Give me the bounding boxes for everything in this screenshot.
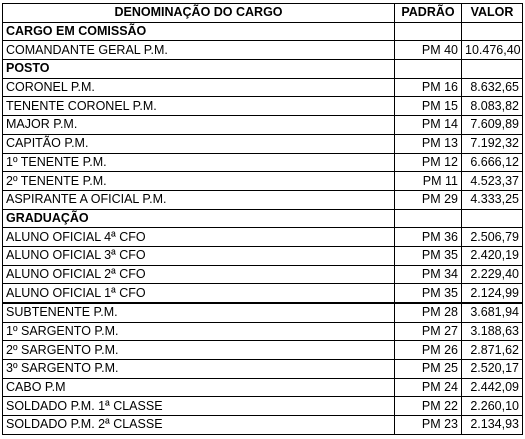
table-row [3, 41, 523, 60]
valor-cell: 2.134,93 [462, 416, 523, 435]
cargo-cell: ALUNO OFICIAL 3ª CFO [3, 246, 395, 265]
table-row [3, 246, 523, 265]
valor-cell: 2.871,62 [462, 341, 523, 360]
section-row-cargo-em-comissao [3, 22, 523, 41]
header-row [3, 4, 523, 23]
padrao-cell: PM 27 [395, 322, 462, 341]
cargo-cell: ASPIRANTE A OFICIAL P.M. [3, 190, 395, 209]
table-row [3, 265, 523, 284]
padrao-cell: PM 35 [395, 246, 462, 265]
padrao-cell: PM 16 [395, 78, 462, 97]
table-row [3, 378, 523, 397]
header-valor: VALOR [462, 4, 523, 23]
table-row [3, 116, 523, 135]
valor-cell: 2.442,09 [462, 378, 523, 397]
table-row [3, 303, 523, 322]
padrao-cell: PM 34 [395, 265, 462, 284]
cargo-cell: CAPITÃO P.M. [3, 134, 395, 153]
table-row [3, 78, 523, 97]
valor-cell: 2.506,79 [462, 228, 523, 247]
valor-cell [462, 22, 523, 41]
valor-cell: 2.420,19 [462, 246, 523, 265]
table-row [3, 190, 523, 209]
table-row [3, 341, 523, 360]
padrao-cell: PM 15 [395, 97, 462, 116]
padrao-cell: PM 26 [395, 341, 462, 360]
padrao-cell [395, 209, 462, 228]
valor-cell: 3.188,63 [462, 322, 523, 341]
cargo-cell: SOLDADO P.M. 2ª CLASSE [3, 416, 395, 435]
cargo-cell: TENENTE CORONEL P.M. [3, 97, 395, 116]
valor-cell: 3.681,94 [462, 303, 523, 322]
table-row [3, 360, 523, 379]
table-row [3, 97, 523, 116]
valor-cell: 6.666,12 [462, 153, 523, 172]
section-row-posto [3, 60, 523, 79]
valor-cell: 10.476,40 [462, 41, 523, 60]
header-denominacao: DENOMINAÇÃO DO CARGO [3, 4, 395, 23]
cargo-cell: ALUNO OFICIAL 2ª CFO [3, 265, 395, 284]
cargo-cell: GRADUAÇÃO [3, 209, 395, 228]
padrao-cell: PM 28 [395, 303, 462, 322]
table-row [3, 134, 523, 153]
table-row [3, 153, 523, 172]
cargo-cell: SUBTENENTE P.M. [3, 303, 395, 322]
table-row [3, 416, 523, 435]
cargo-cell: CARGO EM COMISSÃO [3, 22, 395, 41]
padrao-cell: PM 22 [395, 397, 462, 416]
padrao-cell [395, 60, 462, 79]
cargo-cell: MAJOR P.M. [3, 116, 395, 135]
table-row [3, 172, 523, 191]
valor-cell: 2.124,99 [462, 284, 523, 303]
valor-cell: 8.632,65 [462, 78, 523, 97]
valor-cell: 2.520,17 [462, 360, 523, 379]
valor-cell: 4.523,37 [462, 172, 523, 191]
table-row [3, 284, 523, 303]
section-row-graduacao [3, 209, 523, 228]
cargo-cell: COMANDANTE GERAL P.M. [3, 41, 395, 60]
cargo-cell: 1º TENENTE P.M. [3, 153, 395, 172]
padrao-cell: PM 29 [395, 190, 462, 209]
cargo-cell: 2º SARGENTO P.M. [3, 341, 395, 360]
valor-cell: 8.083,82 [462, 97, 523, 116]
cargo-cell: 3º SARGENTO P.M. [3, 360, 395, 379]
padrao-cell: PM 23 [395, 416, 462, 435]
valor-cell: 2.260,10 [462, 397, 523, 416]
valor-cell: 7.609,89 [462, 116, 523, 135]
cargo-cell: CABO P.M [3, 378, 395, 397]
table-row [3, 322, 523, 341]
padrao-cell: PM 14 [395, 116, 462, 135]
cargo-cell: ALUNO OFICIAL 1ª CFO [3, 284, 395, 303]
padrao-cell: PM 40 [395, 41, 462, 60]
padrao-cell: PM 12 [395, 153, 462, 172]
header-padrao: PADRÃO [395, 4, 462, 23]
table-row [3, 228, 523, 247]
padrao-cell: PM 24 [395, 378, 462, 397]
valor-cell [462, 60, 523, 79]
valor-cell: 2.229,40 [462, 265, 523, 284]
padrao-cell: PM 25 [395, 360, 462, 379]
valor-cell [462, 209, 523, 228]
padrao-cell: PM 11 [395, 172, 462, 191]
salary-table [2, 3, 523, 435]
padrao-cell: PM 13 [395, 134, 462, 153]
cargo-cell: ALUNO OFICIAL 4ª CFO [3, 228, 395, 247]
cargo-cell: POSTO [3, 60, 395, 79]
table-row [3, 397, 523, 416]
valor-cell: 7.192,32 [462, 134, 523, 153]
padrao-cell: PM 36 [395, 228, 462, 247]
cargo-cell: CORONEL P.M. [3, 78, 395, 97]
cargo-cell: SOLDADO P.M. 1ª CLASSE [3, 397, 395, 416]
cargo-cell: 2º TENENTE P.M. [3, 172, 395, 191]
valor-cell: 4.333,25 [462, 190, 523, 209]
padrao-cell: PM 35 [395, 284, 462, 303]
padrao-cell [395, 22, 462, 41]
cargo-cell: 1º SARGENTO P.M. [3, 322, 395, 341]
